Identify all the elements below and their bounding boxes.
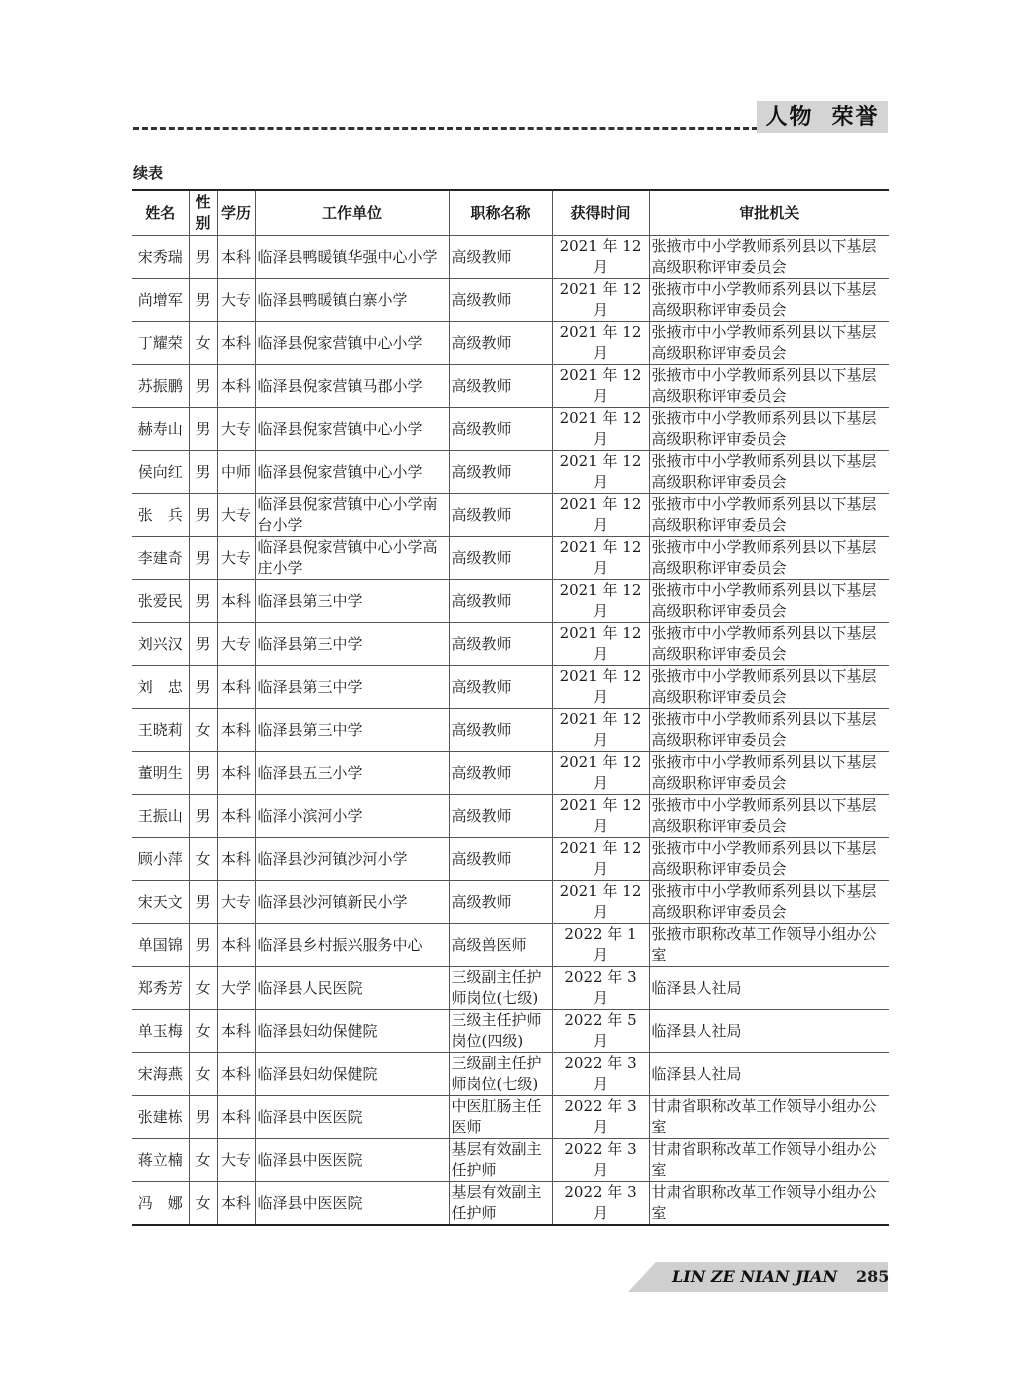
cell-authority: 张掖市中小学教师系列县以下基层高级职称评审委员会 (649, 279, 889, 322)
cell-date: 2021 年 12 月 (552, 408, 649, 451)
cell-name: 张 兵 (132, 494, 189, 537)
cell-education: 本科 (217, 1182, 255, 1226)
table-row (132, 881, 889, 924)
cell-title: 三级副主任护师岗位(七级) (449, 1053, 552, 1096)
table-row (132, 1096, 889, 1139)
cell-name: 丁耀荣 (132, 322, 189, 365)
cell-title: 高级教师 (449, 236, 552, 279)
cell-education: 本科 (217, 666, 255, 709)
cell-title: 高级教师 (449, 709, 552, 752)
cell-education: 本科 (217, 1010, 255, 1053)
cell-authority: 张掖市中小学教师系列县以下基层高级职称评审委员会 (649, 365, 889, 408)
table-row (132, 408, 889, 451)
cell-title: 高级兽医师 (449, 924, 552, 967)
cell-title: 高级教师 (449, 537, 552, 580)
table-row (132, 623, 889, 666)
cell-name: 赫寿山 (132, 408, 189, 451)
table-caption: 续表 (133, 164, 164, 182)
cell-education: 本科 (217, 1053, 255, 1096)
cell-date: 2022 年 3 月 (552, 1053, 649, 1096)
cell-education: 本科 (217, 365, 255, 408)
cell-workplace: 临泽县第三中学 (255, 580, 449, 623)
cell-date: 2021 年 12 月 (552, 666, 649, 709)
cell-date: 2021 年 12 月 (552, 279, 649, 322)
cell-name: 刘兴汉 (132, 623, 189, 666)
cell-workplace: 临泽县第三中学 (255, 709, 449, 752)
cell-date: 2021 年 12 月 (552, 494, 649, 537)
cell-date: 2021 年 12 月 (552, 322, 649, 365)
cell-workplace: 临泽县中医医院 (255, 1139, 449, 1182)
table-row (132, 1182, 889, 1226)
cell-sex: 男 (189, 494, 217, 537)
header-title: 职称名称 (449, 190, 552, 236)
cell-name: 张爱民 (132, 580, 189, 623)
cell-education: 本科 (217, 322, 255, 365)
cell-education: 大专 (217, 408, 255, 451)
cell-education: 大专 (217, 623, 255, 666)
table-row (132, 1139, 889, 1182)
cell-title: 高级教师 (449, 322, 552, 365)
cell-workplace: 临泽县五三小学 (255, 752, 449, 795)
cell-authority: 张掖市中小学教师系列县以下基层高级职称评审委员会 (649, 795, 889, 838)
table-row (132, 451, 889, 494)
cell-education: 中师 (217, 451, 255, 494)
cell-sex: 女 (189, 1010, 217, 1053)
cell-workplace: 临泽县第三中学 (255, 666, 449, 709)
table-row (132, 580, 889, 623)
table-row (132, 967, 889, 1010)
cell-title: 高级教师 (449, 580, 552, 623)
cell-name: 刘 忠 (132, 666, 189, 709)
cell-workplace: 临泽县倪家营镇中心小学 (255, 451, 449, 494)
cell-title: 高级教师 (449, 408, 552, 451)
cell-workplace: 临泽县沙河镇新民小学 (255, 881, 449, 924)
header-name: 姓名 (132, 190, 189, 236)
cell-sex: 男 (189, 365, 217, 408)
cell-authority: 临泽县人社局 (649, 1010, 889, 1053)
cell-workplace: 临泽县中医医院 (255, 1182, 449, 1226)
cell-name: 苏振鹏 (132, 365, 189, 408)
table-row (132, 752, 889, 795)
cell-sex: 男 (189, 752, 217, 795)
header-workplace: 工作单位 (255, 190, 449, 236)
cell-title: 高级教师 (449, 279, 552, 322)
cell-education: 本科 (217, 924, 255, 967)
cell-authority: 甘肃省职称改革工作领导小组办公室 (649, 1096, 889, 1139)
cell-date: 2021 年 12 月 (552, 709, 649, 752)
cell-title: 高级教师 (449, 494, 552, 537)
cell-authority: 张掖市中小学教师系列县以下基层高级职称评审委员会 (649, 322, 889, 365)
section-word-1: 人物 (765, 104, 814, 130)
cell-title: 基层有效副主任护师 (449, 1182, 552, 1226)
cell-name: 张建栋 (132, 1096, 189, 1139)
cell-name: 顾小萍 (132, 838, 189, 881)
table-row (132, 365, 889, 408)
cell-education: 本科 (217, 795, 255, 838)
cell-education: 大专 (217, 881, 255, 924)
cell-date: 2021 年 12 月 (552, 623, 649, 666)
table-row (132, 322, 889, 365)
cell-sex: 女 (189, 967, 217, 1010)
cell-date: 2022 年 3 月 (552, 1096, 649, 1139)
cell-workplace: 临泽县倪家营镇中心小学高庄小学 (255, 537, 449, 580)
cell-workplace: 临泽县妇幼保健院 (255, 1053, 449, 1096)
table-row (132, 537, 889, 580)
cell-date: 2021 年 12 月 (552, 451, 649, 494)
cell-name: 侯向红 (132, 451, 189, 494)
table-row (132, 1010, 889, 1053)
table-body (132, 236, 889, 1226)
cell-workplace: 临泽县倪家营镇马郡小学 (255, 365, 449, 408)
cell-title: 高级教师 (449, 795, 552, 838)
cell-workplace: 临泽县鸭暖镇白寨小学 (255, 279, 449, 322)
journal-name: LIN ZE NIAN JIAN (672, 1267, 838, 1286)
cell-workplace: 临泽县倪家营镇中心小学 (255, 408, 449, 451)
cell-name: 李建奇 (132, 537, 189, 580)
cell-name: 王晓莉 (132, 709, 189, 752)
cell-workplace: 临泽县第三中学 (255, 623, 449, 666)
header-date: 获得时间 (552, 190, 649, 236)
table-row (132, 666, 889, 709)
cell-date: 2021 年 12 月 (552, 881, 649, 924)
table-row (132, 924, 889, 967)
cell-date: 2021 年 12 月 (552, 838, 649, 881)
cell-sex: 男 (189, 1096, 217, 1139)
cell-sex: 女 (189, 1182, 217, 1226)
cell-sex: 男 (189, 537, 217, 580)
cell-title: 高级教师 (449, 365, 552, 408)
section-title (757, 101, 888, 133)
cell-sex: 女 (189, 1139, 217, 1182)
cell-date: 2021 年 12 月 (552, 537, 649, 580)
cell-authority: 张掖市中小学教师系列县以下基层高级职称评审委员会 (649, 537, 889, 580)
cell-title: 三级主任护师岗位(四级) (449, 1010, 552, 1053)
table-row (132, 709, 889, 752)
cell-education: 大专 (217, 537, 255, 580)
cell-workplace: 临泽小滨河小学 (255, 795, 449, 838)
cell-education: 大专 (217, 279, 255, 322)
cell-title: 高级教师 (449, 752, 552, 795)
cell-date: 2022 年 1 月 (552, 924, 649, 967)
cell-date: 2022 年 3 月 (552, 1182, 649, 1226)
title-award-table (132, 189, 889, 1226)
cell-sex: 女 (189, 1053, 217, 1096)
cell-title: 三级副主任护师岗位(七级) (449, 967, 552, 1010)
cell-sex: 男 (189, 795, 217, 838)
cell-authority: 临泽县人社局 (649, 1053, 889, 1096)
header-education: 学历 (217, 190, 255, 236)
cell-sex: 男 (189, 580, 217, 623)
cell-authority: 张掖市中小学教师系列县以下基层高级职称评审委员会 (649, 451, 889, 494)
cell-title: 高级教师 (449, 623, 552, 666)
cell-authority: 张掖市中小学教师系列县以下基层高级职称评审委员会 (649, 494, 889, 537)
cell-date: 2022 年 5 月 (552, 1010, 649, 1053)
cell-workplace: 临泽县乡村振兴服务中心 (255, 924, 449, 967)
cell-education: 本科 (217, 1096, 255, 1139)
cell-sex: 男 (189, 236, 217, 279)
cell-sex: 男 (189, 623, 217, 666)
cell-name: 宋天文 (132, 881, 189, 924)
cell-workplace: 临泽县倪家营镇中心小学 (255, 322, 449, 365)
cell-sex: 男 (189, 451, 217, 494)
cell-name: 单玉梅 (132, 1010, 189, 1053)
cell-name: 冯 娜 (132, 1182, 189, 1226)
cell-workplace: 临泽县中医医院 (255, 1096, 449, 1139)
cell-workplace: 临泽县妇幼保健院 (255, 1010, 449, 1053)
cell-authority: 张掖市中小学教师系列县以下基层高级职称评审委员会 (649, 666, 889, 709)
cell-date: 2021 年 12 月 (552, 795, 649, 838)
table-row (132, 279, 889, 322)
cell-authority: 张掖市中小学教师系列县以下基层高级职称评审委员会 (649, 580, 889, 623)
cell-workplace: 临泽县人民医院 (255, 967, 449, 1010)
cell-education: 本科 (217, 580, 255, 623)
cell-education: 大专 (217, 1139, 255, 1182)
cell-sex: 女 (189, 709, 217, 752)
cell-education: 本科 (217, 752, 255, 795)
cell-name: 董明生 (132, 752, 189, 795)
table-header-row (132, 190, 889, 236)
cell-sex: 女 (189, 322, 217, 365)
header-sex: 性别 (189, 190, 217, 236)
cell-title: 高级教师 (449, 451, 552, 494)
cell-authority: 甘肃省职称改革工作领导小组办公室 (649, 1182, 889, 1226)
header-authority: 审批机关 (649, 190, 889, 236)
cell-workplace: 临泽县沙河镇沙河小学 (255, 838, 449, 881)
cell-education: 大学 (217, 967, 255, 1010)
cell-authority: 张掖市中小学教师系列县以下基层高级职称评审委员会 (649, 838, 889, 881)
table-row (132, 795, 889, 838)
cell-sex: 女 (189, 838, 217, 881)
cell-date: 2021 年 12 月 (552, 365, 649, 408)
cell-date: 2021 年 12 月 (552, 236, 649, 279)
cell-name: 郑秀芳 (132, 967, 189, 1010)
cell-name: 尚增军 (132, 279, 189, 322)
cell-authority: 张掖市中小学教师系列县以下基层高级职称评审委员会 (649, 881, 889, 924)
cell-name: 蒋立楠 (132, 1139, 189, 1182)
cell-authority: 张掖市中小学教师系列县以下基层高级职称评审委员会 (649, 408, 889, 451)
section-word-2: 荣誉 (831, 104, 880, 130)
cell-authority: 张掖市中小学教师系列县以下基层高级职称评审委员会 (649, 709, 889, 752)
cell-workplace: 临泽县倪家营镇中心小学南台小学 (255, 494, 449, 537)
cell-title: 高级教师 (449, 666, 552, 709)
cell-sex: 男 (189, 408, 217, 451)
page-number: 285 (856, 1267, 890, 1286)
table-row (132, 838, 889, 881)
cell-sex: 男 (189, 279, 217, 322)
cell-title: 高级教师 (449, 838, 552, 881)
header-rule (133, 127, 758, 130)
cell-title: 基层有效副主任护师 (449, 1139, 552, 1182)
cell-sex: 男 (189, 881, 217, 924)
cell-name: 宋海燕 (132, 1053, 189, 1096)
cell-sex: 男 (189, 666, 217, 709)
cell-authority: 甘肃省职称改革工作领导小组办公室 (649, 1139, 889, 1182)
cell-date: 2022 年 3 月 (552, 1139, 649, 1182)
cell-sex: 男 (189, 924, 217, 967)
cell-authority: 张掖市中小学教师系列县以下基层高级职称评审委员会 (649, 623, 889, 666)
table-row (132, 1053, 889, 1096)
cell-authority: 临泽县人社局 (649, 967, 889, 1010)
cell-title: 高级教师 (449, 881, 552, 924)
cell-education: 大专 (217, 494, 255, 537)
cell-authority: 张掖市中小学教师系列县以下基层高级职称评审委员会 (649, 752, 889, 795)
cell-date: 2021 年 12 月 (552, 580, 649, 623)
cell-date: 2022 年 3 月 (552, 967, 649, 1010)
cell-name: 王振山 (132, 795, 189, 838)
cell-education: 本科 (217, 838, 255, 881)
cell-education: 本科 (217, 709, 255, 752)
table-row (132, 494, 889, 537)
cell-date: 2021 年 12 月 (552, 752, 649, 795)
cell-workplace: 临泽县鸭暖镇华强中心小学 (255, 236, 449, 279)
cell-authority: 张掖市职称改革工作领导小组办公室 (649, 924, 889, 967)
cell-authority: 张掖市中小学教师系列县以下基层高级职称评审委员会 (649, 236, 889, 279)
cell-education: 本科 (217, 236, 255, 279)
table-row (132, 236, 889, 279)
cell-name: 单国锦 (132, 924, 189, 967)
cell-name: 宋秀瑞 (132, 236, 189, 279)
cell-title: 中医肛肠主任医师 (449, 1096, 552, 1139)
